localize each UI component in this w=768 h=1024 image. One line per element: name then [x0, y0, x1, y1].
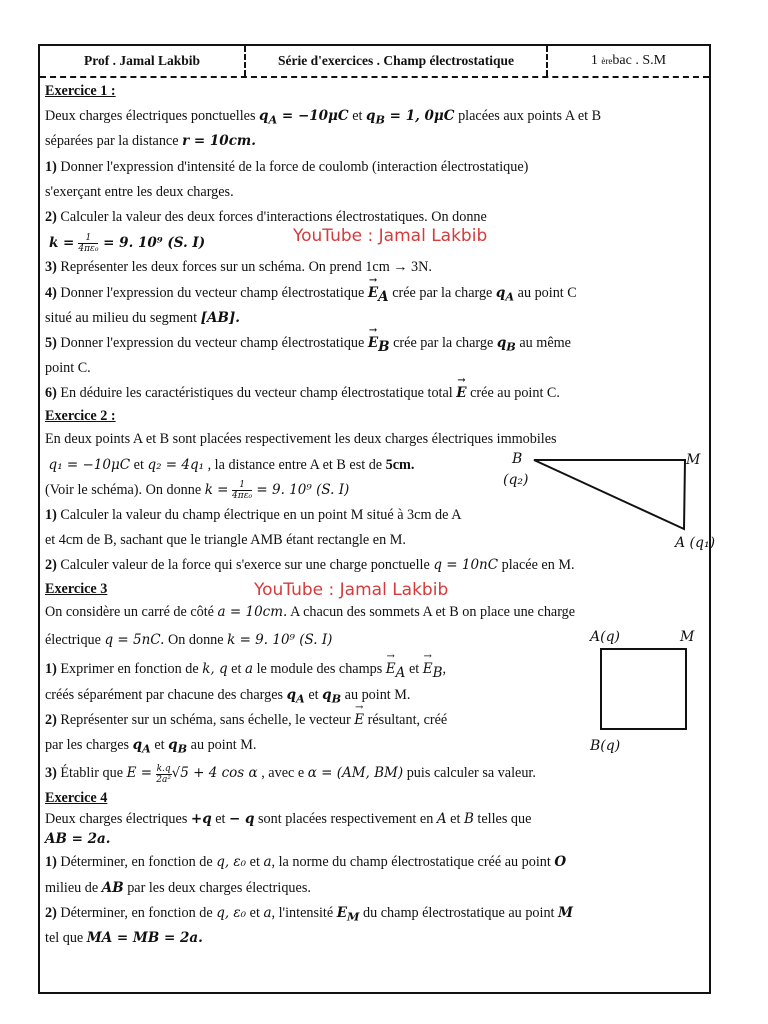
ex4-line1: Deux charges électriques +q et − q sont placées respectivement en A et B telles que — [45, 811, 532, 828]
ex1-q6: 6) En déduire les caractéristiques du vecteur champ électrostatique total → E crée au point C. — [45, 381, 705, 406]
label-m: M — [686, 452, 701, 468]
ex1-q5-cont: point C. — [45, 360, 91, 377]
ex1-title: Exercice 1 : — [45, 83, 116, 99]
ex4-title: Exercice 4 — [45, 790, 108, 807]
ex1-q1: 1) Donner l'expression d'intensité de la force de coulomb (interaction électrostatique) — [45, 158, 529, 175]
ex4-q1-cont: milieu de AB par les deux charges électriques. — [45, 879, 311, 896]
ex1-q2: 2) Calculer la valeur des deux forces d'interactions électrostatiques. On donne — [45, 208, 487, 225]
ex2-triangle-figure — [500, 445, 730, 555]
youtube-watermark-2: YouTube : Jamal Lakbib — [254, 580, 449, 600]
ex1-q5: 5) Donner l'expression du vecteur champ électrostatique → $E_B$ crée par la charge $q_B$ au même — [45, 331, 705, 356]
ex3-title: Exercice 3 — [45, 580, 108, 597]
ex2-q1: 1) Calculer la valeur du champ électrique en un point M situé à 3cm de A — [45, 507, 462, 523]
ex2-line1: En deux points A et B sont placées respectivement les deux charges électriques immobiles — [45, 431, 557, 448]
label-a-q1: A (q₁) — [675, 535, 716, 551]
ex3-q2: 2) Représenter sur un schéma, sans échelle, le vecteur → E résultant, créé — [45, 708, 705, 733]
header-level: 1 ère bac . S.M — [590, 53, 667, 68]
ex1-k-formula: k = $\frac{1}{\text{4πε₀}}$ = 9. 10⁹ (S. I) — [49, 232, 206, 254]
label-b-q: B(q) — [590, 738, 621, 754]
ex1-q3: 3) Représenter les deux forces sur un schéma. On prend 1cm → 3N. — [45, 259, 432, 276]
ex3-line2: électrique q = 5nC. On donne k = 9. 10⁹ (S. I) — [45, 631, 333, 648]
label-m-square: M — [680, 629, 695, 645]
ex2-line2: q₁ = −10μC et q₂ = 4q₁ , la distance entre A et B est de 5cm. — [48, 456, 415, 473]
ex3-square-figure — [585, 622, 705, 760]
ex4-q2: 2) Déterminer, en fonction de q, ε₀ et a, l'intensité $E_M$ du champ électrostatique au point M — [45, 904, 573, 924]
k-fraction: $\frac{1}{\text{4πε₀}}$ — [78, 232, 99, 254]
ex3-q1-cont: créés séparément par chacune des charges $q_A$ et $q_B$ au point M. — [45, 686, 411, 706]
youtube-watermark-1: YouTube : Jamal Lakbib — [293, 226, 488, 246]
ex2-q1-cont: et 4cm de B, sachant que le triangle AMB étant rectangle en M. — [45, 532, 406, 549]
ex3-line1: On considère un carré de côté a = 10cm. A chacun des sommets A et B on place une charge — [45, 603, 576, 620]
ex1-q1-cont: s'exerçant entre les deux charges. — [45, 183, 234, 200]
header-prof: Prof . Jamal Lakbib — [40, 46, 246, 76]
label-a-q: A(q) — [590, 629, 620, 645]
ex3-q1: 1) Exprimer en fonction de k, q et a le module des champs → $E_A$ et → $E_B$, — [45, 656, 705, 683]
label-q2: (q₂) — [503, 472, 529, 488]
ex1-q4-cont: situé au milieu du segment [AB]. — [45, 309, 241, 326]
header-serie: Série d'exercices . Champ électrostatique — [246, 46, 548, 76]
ex3-q3: 3) Établir que E = $\frac{k.q}{\text{2a²}}$ √5 + 4 cos α , avec e α = (AM, BM) puis calculer sa valeur. — [45, 763, 536, 785]
ex2-title: Exercice 2 : — [45, 408, 116, 425]
ex2-line3: (Voir le schéma). On donne k = $\frac{1}{\text{4πε₀}}$ = 9. 10⁹ (S. I) — [45, 480, 350, 502]
ex4-q2-cont: tel que MA = MB = 2a. — [45, 929, 203, 946]
ex1-q4: 4) Donner l'expression du vecteur champ électrostatique → $E_A$ crée par la charge $q_A$ au point C — [45, 281, 705, 306]
ex4-line2: AB = 2a. — [45, 831, 111, 848]
ex1-line2: séparées par la distance r = 10cm. — [45, 133, 256, 150]
ex3-q2-cont: par les charges $q_A$ et $q_B$ au point M. — [45, 737, 257, 756]
label-b: B — [512, 451, 523, 467]
ex2-q2: 2) Calculer valeur de la force qui s'exerce sur une charge ponctuelle q = 10nC placée en M. — [45, 557, 575, 574]
ex4-q1: 1) Déterminer, en fonction de q, ε₀ et a, la norme du champ électrostatique créé au point O — [45, 854, 567, 871]
square-amb — [601, 649, 686, 729]
ex1-line1: Deux charges électriques ponctuelles $q_A = -10\mu C$ et $q_B = 1$, 0μC placées aux points A et B — [45, 108, 602, 127]
header-table — [40, 46, 709, 78]
triangle-amb — [534, 460, 685, 529]
